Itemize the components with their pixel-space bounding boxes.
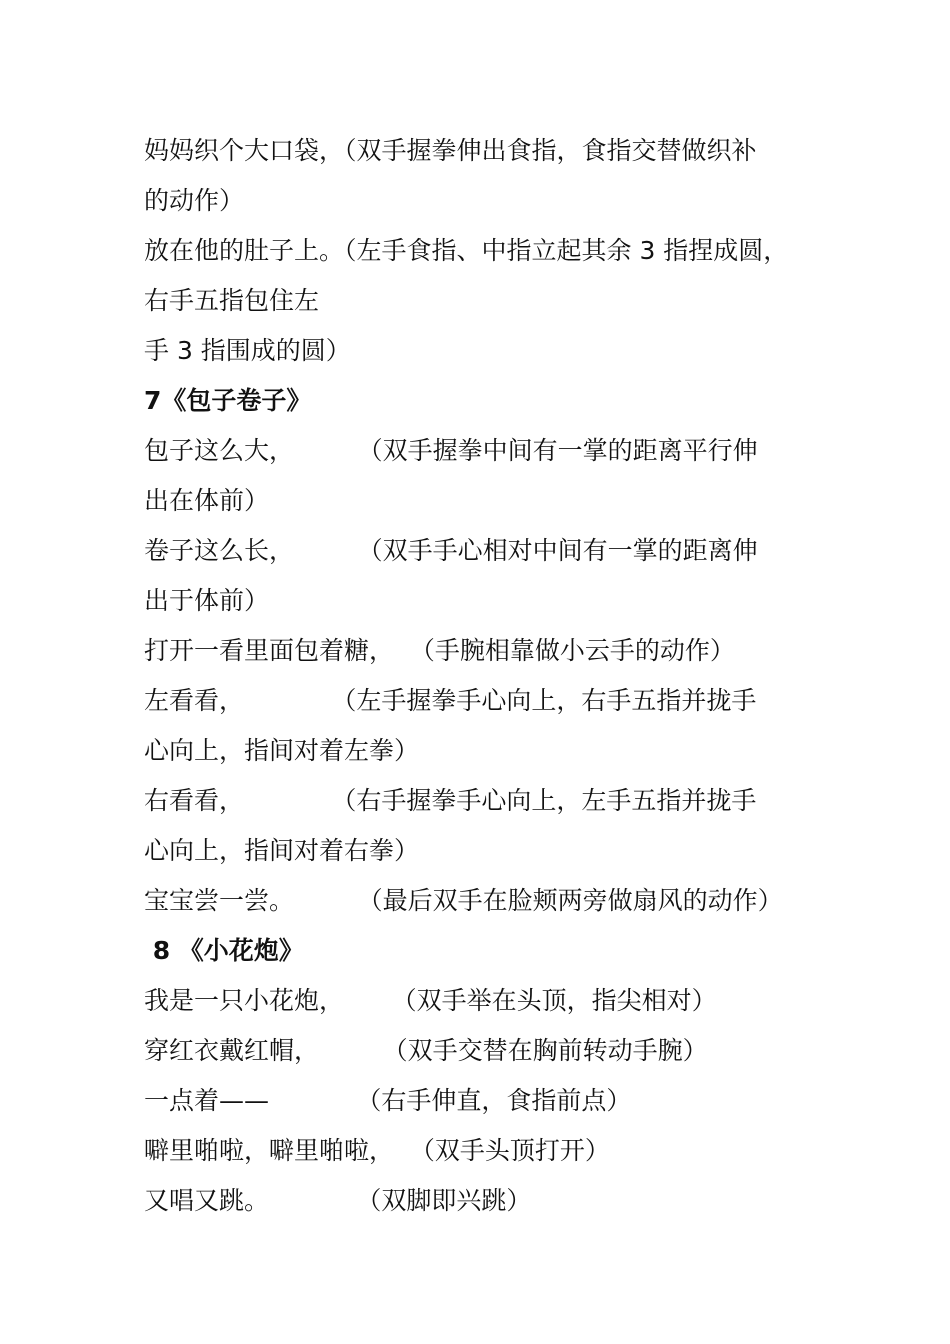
text-line: 出于体前） [144, 586, 270, 615]
text-line: 心向上，指间对着右拳） [144, 836, 420, 865]
text-line: 出在体前） [144, 486, 270, 515]
text-line: 包子这么大， （双手握拳中间有一掌的距离平行伸 [144, 436, 758, 465]
text-line: 右看看， （右手握拳手心向上，左手五指并拢手 [144, 786, 757, 815]
text-line: 一点着—— （右手伸直，食指前点） [144, 1086, 632, 1115]
text-line: 宝宝尝一尝。 （最后双手在脸颊两旁做扇风的动作） [144, 886, 783, 915]
text-line: 左看看， （左手握拳手心向上，右手五指并拢手 [144, 686, 757, 715]
text-line: 妈妈织个大口袋，（双手握拳伸出食指，食指交替做织补 [144, 136, 757, 165]
text-line: 的动作） [144, 186, 245, 215]
text-line: 又唱又跳。 （双脚即兴跳） [144, 1186, 532, 1215]
text-line: 噼里啪啦，噼里啪啦， （双手头顶打开） [144, 1136, 610, 1165]
section-heading: 7《包子卷子》 [144, 386, 312, 415]
section-heading: 8 《小花炮》 [144, 936, 304, 965]
text-line: 穿红衣戴红帽， （双手交替在胸前转动手腕） [144, 1036, 708, 1065]
text-line: 心向上，指间对着左拳） [144, 736, 420, 765]
text-line: 我是一只小花炮， （双手举在头顶，指尖相对） [144, 986, 717, 1015]
text-line: 放在他的肚子上。（左手食指、中指立起其余 3 指捏成圆， [144, 236, 789, 265]
text-line: 右手五指包住左 [144, 286, 320, 315]
document-body [144, 126, 844, 1226]
text-line: 卷子这么长， （双手手心相对中间有一掌的距离伸 [144, 536, 758, 565]
text-line: 打开一看里面包着糖， （手腕相靠做小云手的动作） [144, 636, 735, 665]
text-line: 手 3 指围成的圆） [144, 336, 351, 365]
